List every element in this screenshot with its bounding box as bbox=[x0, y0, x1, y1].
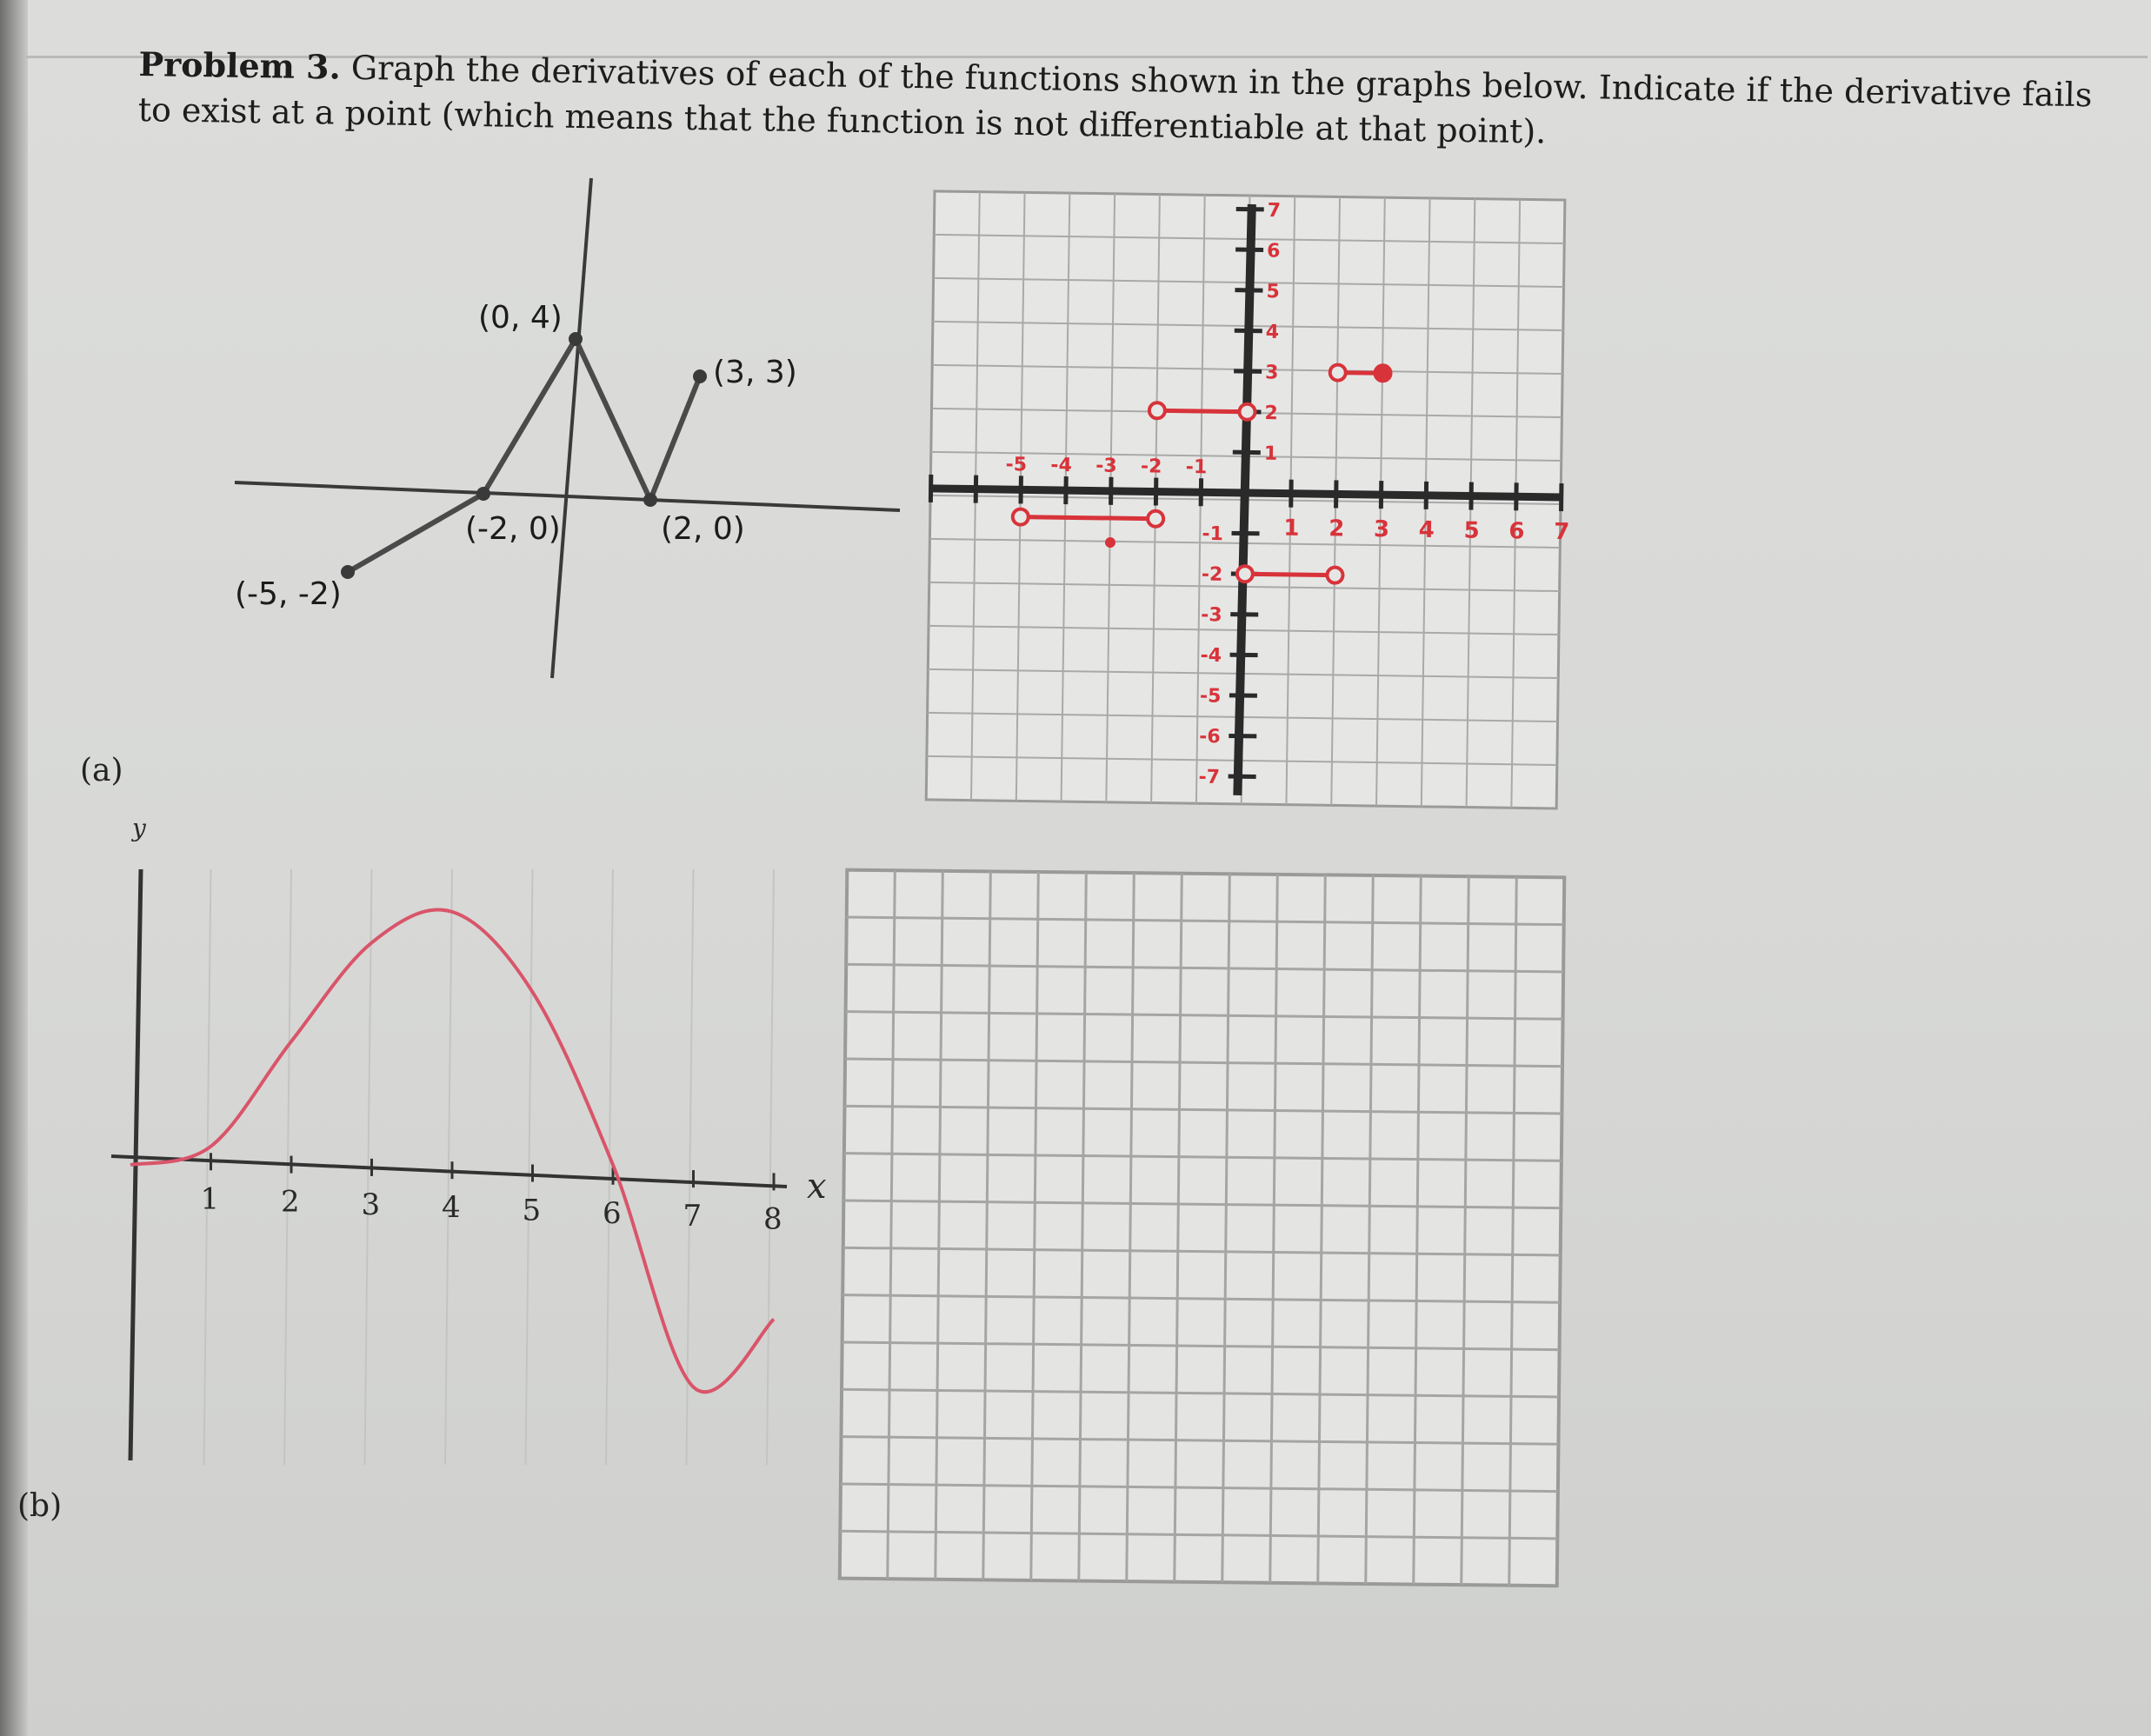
point-label-0-4: (0, 4) bbox=[478, 300, 563, 336]
grid-a-x-label-neg: -2 bbox=[1140, 456, 1162, 478]
grid-a-x-label-neg: -1 bbox=[1185, 456, 1208, 479]
grid-a-x-label-pos: 6 bbox=[1508, 518, 1525, 545]
grid-a-open-endpoint bbox=[1237, 566, 1253, 582]
grid-a-x-label-pos: 3 bbox=[1373, 516, 1390, 543]
graph-b-y-label: y bbox=[132, 814, 146, 842]
graph-b-tick-label: 5 bbox=[522, 1193, 542, 1228]
grid-a-y-label-pos: 3 bbox=[1264, 362, 1279, 384]
graph-b-tick-label: 1 bbox=[200, 1181, 220, 1217]
point-label-neg5-neg2: (-5, -2) bbox=[235, 576, 342, 612]
part-b-label: (b) bbox=[17, 1488, 63, 1524]
grid-a-y-label-pos: 2 bbox=[1264, 402, 1278, 425]
graph-a-point bbox=[476, 487, 490, 501]
grid-a-y-label-neg: -1 bbox=[1202, 522, 1224, 546]
graph-b-gridline bbox=[767, 869, 774, 1465]
graph-a-point bbox=[569, 332, 583, 346]
grid-a-open-endpoint bbox=[1149, 402, 1165, 418]
graph-a-point bbox=[643, 493, 657, 507]
grid-a-y-label-neg: -6 bbox=[1199, 725, 1221, 748]
grid-a-open-endpoint bbox=[1148, 511, 1163, 527]
grid-a-x-label-pos: 1 bbox=[1283, 515, 1300, 542]
grid-a-x-label-neg: -5 bbox=[1005, 454, 1028, 476]
graph-a-point bbox=[693, 369, 707, 383]
grid-a-x-label-pos: 4 bbox=[1418, 516, 1435, 544]
graph-b-gridline bbox=[606, 869, 613, 1465]
grid-a-open-endpoint bbox=[1013, 509, 1029, 524]
grid-a-answer-segment bbox=[1157, 410, 1248, 411]
graph-b-gridlines bbox=[204, 869, 775, 1465]
graph-b-tick-label: 4 bbox=[442, 1190, 461, 1226]
grid-a-closed-endpoint bbox=[1375, 365, 1390, 381]
grid-a-answer-segment bbox=[1245, 574, 1335, 575]
graph-b-tick-label: 6 bbox=[603, 1195, 622, 1231]
grid-a-y-label-pos: 5 bbox=[1266, 281, 1280, 303]
grid-a-y-label-pos: 4 bbox=[1265, 321, 1280, 344]
graph-b-tick-label: 7 bbox=[683, 1199, 703, 1234]
graph-b-curve bbox=[130, 910, 774, 1393]
grid-b-border bbox=[840, 870, 1564, 1586]
problem-number: Problem 3. bbox=[138, 43, 342, 87]
answer-grid-b bbox=[835, 865, 1574, 1604]
page-shadow bbox=[0, 0, 28, 1736]
grid-a-x-label-pos: 7 bbox=[1553, 518, 1570, 546]
grid-a-open-endpoint bbox=[1239, 404, 1255, 420]
problem-text: Graph the derivatives of each of the functions shown in the graphs below. Indicate if the derivative fails to exist at a point (which means that the function is not differentiable at that point). bbox=[137, 48, 2093, 151]
point-label-neg2-0: (-2, 0) bbox=[465, 511, 561, 547]
graph-b-gridline bbox=[687, 869, 694, 1465]
answer-grid-a bbox=[913, 187, 1582, 821]
grid-a-x-label-pos: 2 bbox=[1329, 515, 1345, 542]
grid-a-y-label-neg: -2 bbox=[1201, 563, 1223, 586]
grid-a-x-label-neg: -4 bbox=[1050, 454, 1073, 477]
grid-a-y-label-neg: -4 bbox=[1200, 644, 1222, 668]
grid-a-open-endpoint bbox=[1330, 364, 1346, 380]
grid-a-y-label-pos: 7 bbox=[1267, 199, 1282, 223]
part-a-label: (a) bbox=[80, 753, 123, 788]
grid-a-y-label-neg: -5 bbox=[1199, 685, 1222, 708]
graph-b bbox=[78, 814, 861, 1495]
graph-a bbox=[217, 170, 913, 691]
graph-b-tick-label: 3 bbox=[361, 1187, 381, 1222]
point-label-3-3: (3, 3) bbox=[713, 355, 797, 390]
grid-a-y-label-neg: -7 bbox=[1198, 766, 1221, 788]
problem-statement bbox=[137, 42, 2112, 163]
grid-a-y-label-pos: 1 bbox=[1263, 442, 1278, 465]
point-label-2-0: (2, 0) bbox=[661, 511, 745, 547]
grid-a-y-label-pos: 6 bbox=[1266, 240, 1281, 263]
graph-a-y-axis bbox=[552, 178, 591, 678]
grid-a-x-label-pos: 5 bbox=[1463, 517, 1480, 544]
graph-a-point bbox=[341, 565, 355, 579]
graph-b-tick-label: 2 bbox=[281, 1184, 300, 1220]
graph-b-x-label: x bbox=[807, 1167, 827, 1207]
grid-a-x-label-neg: -3 bbox=[1095, 455, 1117, 477]
grid-a-answer-segment bbox=[1021, 517, 1155, 519]
grid-a-y-label-neg: -3 bbox=[1201, 604, 1222, 627]
graph-b-tick-label: 8 bbox=[763, 1201, 782, 1237]
grid-a-open-endpoint bbox=[1327, 568, 1342, 583]
